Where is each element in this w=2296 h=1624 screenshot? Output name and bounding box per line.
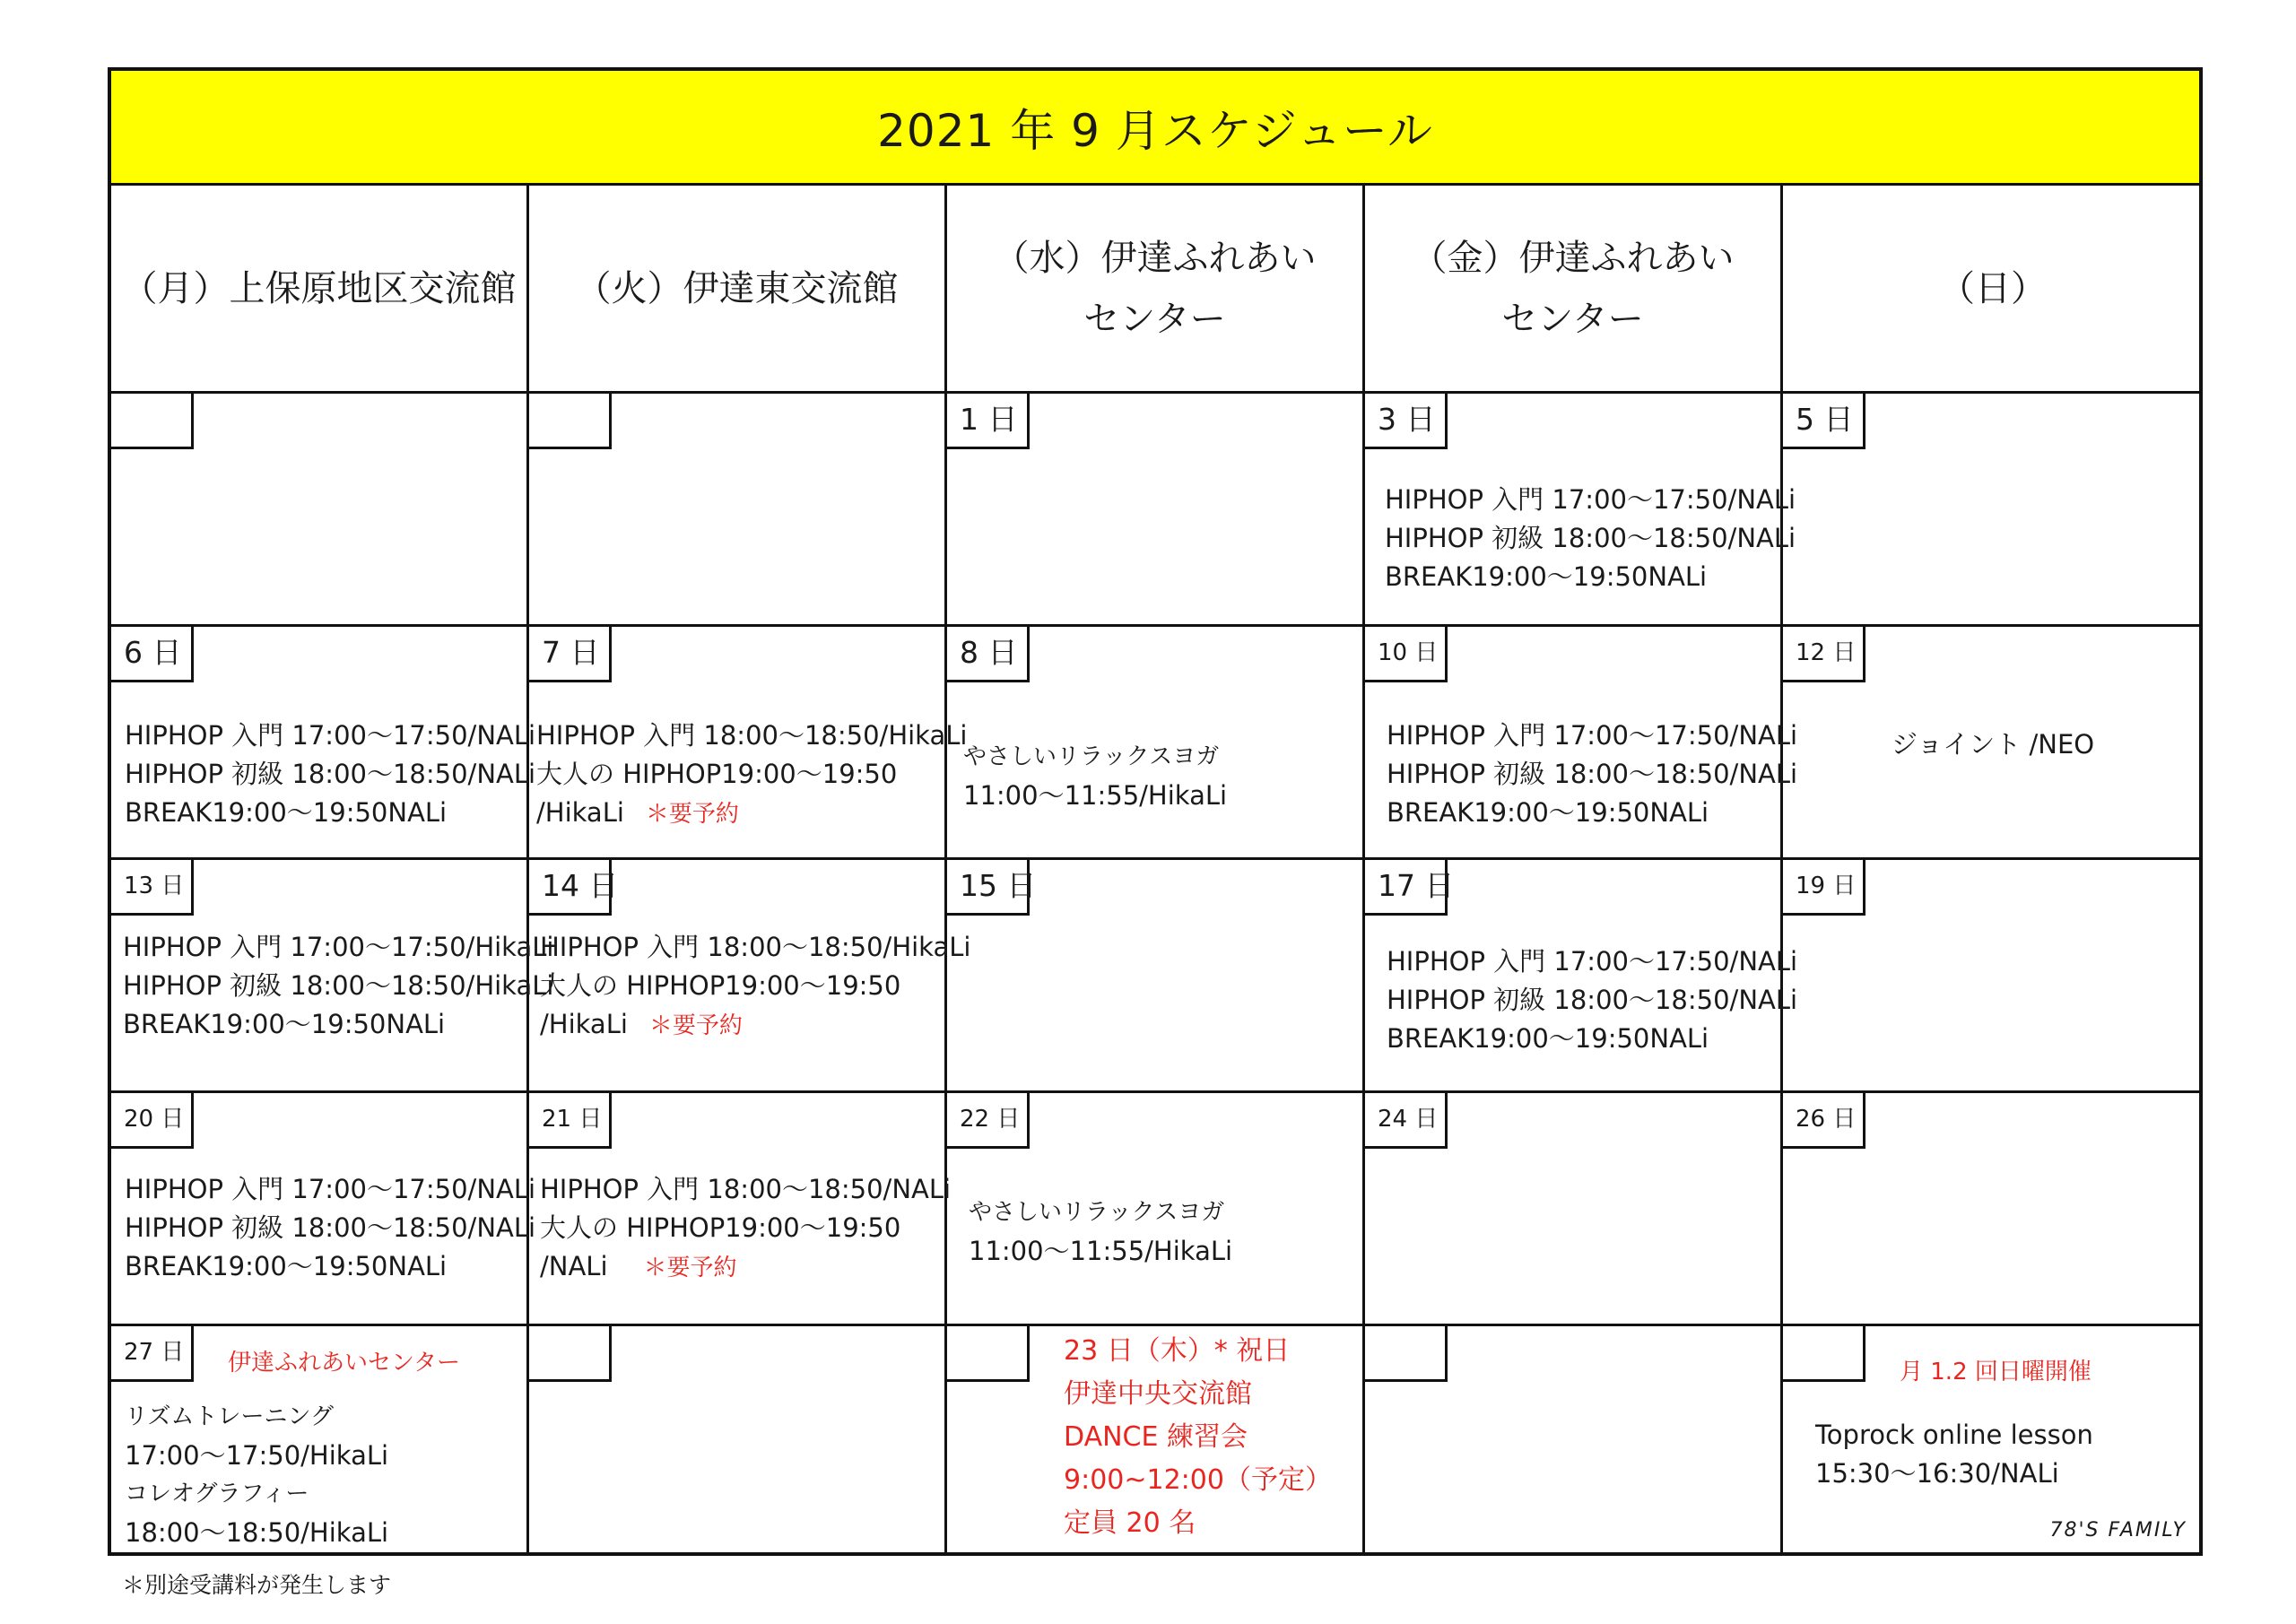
lesson-item: HIPHOP 入門 18:00～18:50/HikaLi: [536, 720, 968, 751]
cell-day-21: [529, 1093, 952, 1326]
lesson-item: 17:00～17:50/HikaLi: [125, 1440, 389, 1471]
lesson-list: [123, 928, 553, 1044]
lesson-item: 15:30～16:30/NALi: [1815, 1458, 2059, 1489]
header-sunday: [1783, 186, 2203, 394]
cell-empty: [1365, 1326, 1783, 1556]
cell-day-27: [111, 1326, 529, 1556]
lesson-item: HIPHOP 入門 18:00～18:50/NALi: [540, 1174, 952, 1204]
cell-day-7: [529, 627, 968, 860]
lesson-item: リズムトレーニング: [125, 1403, 334, 1430]
lesson-item: HIPHOP 初級 18:00～18:50/NALi: [1387, 759, 1798, 789]
lesson-item: HIPHOP 初級 18:00～18:50/NALi: [1387, 985, 1798, 1015]
day-label: 5 日: [1783, 394, 1866, 449]
header-wednesday-line2: センター: [1083, 298, 1226, 340]
lesson-item: Toprock online lesson: [1815, 1420, 2093, 1450]
lesson-list: [540, 928, 970, 1046]
lesson-item: 11:00～11:55/HikaLi: [969, 1236, 1233, 1266]
lesson-list: [1815, 1416, 2093, 1493]
lesson-list: [963, 738, 1227, 815]
day-box-empty: [1783, 1326, 1866, 1382]
lesson-list: [1385, 481, 1796, 596]
cell-day-15: [947, 860, 1365, 1093]
lesson-item: 11:00～11:55/HikaLi: [963, 780, 1228, 811]
header-wednesday: [947, 186, 1365, 394]
day-label: 13 日: [111, 860, 194, 916]
cell-day-14: [529, 860, 971, 1093]
header-sunday-label: （日）: [1939, 267, 2047, 309]
day-label: 10 日: [1365, 627, 1448, 682]
day-label: 19 日: [1783, 860, 1866, 916]
cell-day-26: [1783, 1093, 2203, 1326]
day-label: 17 日: [1365, 860, 1448, 916]
lesson-list: [1387, 716, 1797, 832]
cell-day-6: [111, 627, 536, 860]
lesson-item: ジョイント /NEO: [1891, 729, 2095, 760]
header-tuesday-label: （火）伊達東交流館: [575, 267, 899, 309]
event-info: [1064, 1330, 1332, 1545]
lesson-item: 18:00～18:50/HikaLi: [125, 1517, 389, 1548]
lesson-item: HIPHOP 入門 17:00～17:50/NALi: [125, 1174, 536, 1204]
day-label: 14 日: [529, 860, 612, 916]
lesson-item: やさしいリラックスヨガ: [963, 743, 1220, 770]
lesson-item: HIPHOP 入門 17:00～17:50/NALi: [1387, 946, 1798, 977]
day-label: 15 日: [947, 860, 1030, 916]
day-label: 21 日: [529, 1093, 612, 1149]
day-label: 7 日: [529, 627, 612, 682]
cell-day-13: [111, 860, 554, 1093]
cell-day-1: [947, 394, 1365, 627]
cell-day-17: [1365, 860, 1798, 1093]
day-label: 8 日: [947, 627, 1030, 682]
header-friday-line1: （金）伊達ふれあい: [1411, 237, 1735, 279]
cell-empty: [111, 394, 529, 627]
lesson-item: BREAK19:00～19:50NALi: [1387, 1023, 1709, 1054]
reservation-note: ＊要予約: [645, 801, 739, 828]
lesson-item: HIPHOP 入門 18:00～18:50/HikaLi: [540, 932, 971, 962]
day-label: 20 日: [111, 1093, 194, 1149]
cell-day-5: [1783, 394, 2203, 627]
lesson-item: /HikaLi: [540, 1009, 628, 1039]
cell-empty: [529, 1326, 947, 1556]
day-label: 6 日: [111, 627, 194, 682]
cell-day-8: [947, 627, 1365, 860]
lesson-list: [540, 1170, 951, 1288]
cell-day-10: [1365, 627, 1798, 860]
lesson-item: BREAK19:00～19:50NALi: [125, 797, 448, 828]
day-label: 1 日: [947, 394, 1030, 449]
cell-event: [947, 1326, 1365, 1556]
footnote: ＊別途受講料が発生します: [122, 1572, 392, 1598]
lesson-list: [1387, 942, 1797, 1058]
lesson-item: /NALi: [540, 1251, 608, 1281]
sunday-note: 月 1.2 回日曜開催: [1900, 1359, 2092, 1385]
lesson-list: [125, 1170, 535, 1286]
header-friday-line2: センター: [1501, 298, 1644, 340]
lesson-list: [125, 1398, 388, 1552]
lesson-item: HIPHOP 初級 18:00～18:50/HikaLi: [123, 970, 554, 1001]
lesson-list: [536, 716, 967, 834]
header-friday: [1365, 186, 1783, 394]
header-wednesday-line1: （水）伊達ふれあい: [993, 237, 1317, 279]
day-label: 3 日: [1365, 394, 1448, 449]
event-line: 定員 20 名: [1064, 1507, 1196, 1539]
event-line: 9:00~12:00（予定）: [1064, 1464, 1332, 1496]
header-monday-label: （月）上保原地区交流館: [121, 267, 517, 309]
cell-day-19: [1783, 860, 2203, 1093]
lesson-item: BREAK19:00～19:50NALi: [1387, 797, 1709, 828]
lesson-item: HIPHOP 初級 18:00～18:50/NALi: [125, 759, 536, 789]
event-line: 23 日（木）* 祝日: [1064, 1335, 1291, 1367]
lesson-list: [125, 716, 535, 832]
day-box-empty: [947, 1326, 1030, 1382]
lesson-item: HIPHOP 入門 17:00～17:50/NALi: [125, 720, 536, 751]
lesson-item: HIPHOP 入門 17:00～17:50/HikaLi: [123, 932, 554, 962]
lesson-item: HIPHOP 初級 18:00～18:50/NALi: [1385, 523, 1796, 553]
header-tuesday: [529, 186, 947, 394]
cell-day-22: [947, 1093, 1365, 1326]
schedule-sheet: [108, 67, 2203, 1556]
cell-day-20: [111, 1093, 536, 1326]
day-label: 22 日: [947, 1093, 1030, 1149]
lesson-item: HIPHOP 入門 17:00～17:50/NALi: [1387, 720, 1798, 751]
event-line: DANCE 練習会: [1064, 1421, 1248, 1453]
lesson-item: BREAK19:00～19:50NALi: [125, 1251, 448, 1281]
reservation-note: ＊要予約: [648, 1012, 743, 1039]
day-label: 27 日: [111, 1326, 194, 1382]
cell-sunday-online: [1783, 1326, 2203, 1556]
reservation-note: ＊要予約: [643, 1255, 737, 1281]
cell-day-3: [1365, 394, 1796, 627]
lesson-item: やさしいリラックスヨガ: [969, 1199, 1225, 1226]
lesson-item: 大人の HIPHOP19:00～19:50: [540, 1212, 901, 1243]
day-box-empty: [529, 1326, 612, 1382]
lesson-item: BREAK19:00～19:50NALi: [123, 1009, 446, 1039]
lesson-item: HIPHOP 初級 18:00～18:50/NALi: [125, 1212, 536, 1243]
day-box-empty: [529, 394, 612, 449]
lesson-item: BREAK19:00～19:50NALi: [1385, 561, 1708, 592]
day-box-empty: [1365, 1326, 1448, 1382]
event-line: 伊達中央交流館: [1064, 1378, 1252, 1410]
lesson-item: /HikaLi: [536, 797, 624, 828]
header-monday: [111, 186, 529, 394]
day-label: 12 日: [1783, 627, 1866, 682]
day-label: 24 日: [1365, 1093, 1448, 1149]
lesson-item: HIPHOP 入門 17:00～17:50/NALi: [1385, 484, 1796, 515]
day-label: 26 日: [1783, 1093, 1866, 1149]
lesson-item: 大人の HIPHOP19:00～19:50: [536, 759, 898, 789]
lesson-item: 大人の HIPHOP19:00～19:50: [540, 970, 901, 1001]
cell-day-24: [1365, 1093, 1783, 1326]
cell-day-12: [1783, 627, 2203, 860]
day-box-empty: [111, 394, 194, 449]
family-logo: 78'S FAMILY: [2049, 1519, 2187, 1541]
lesson-item: コレオグラフィー: [125, 1481, 309, 1507]
cell-empty: [529, 394, 947, 627]
page-title: 2021 年 9 月スケジュール: [111, 71, 2199, 186]
venue-note: 伊達ふれあいセンター: [228, 1350, 460, 1376]
lesson-list: [969, 1194, 1232, 1271]
